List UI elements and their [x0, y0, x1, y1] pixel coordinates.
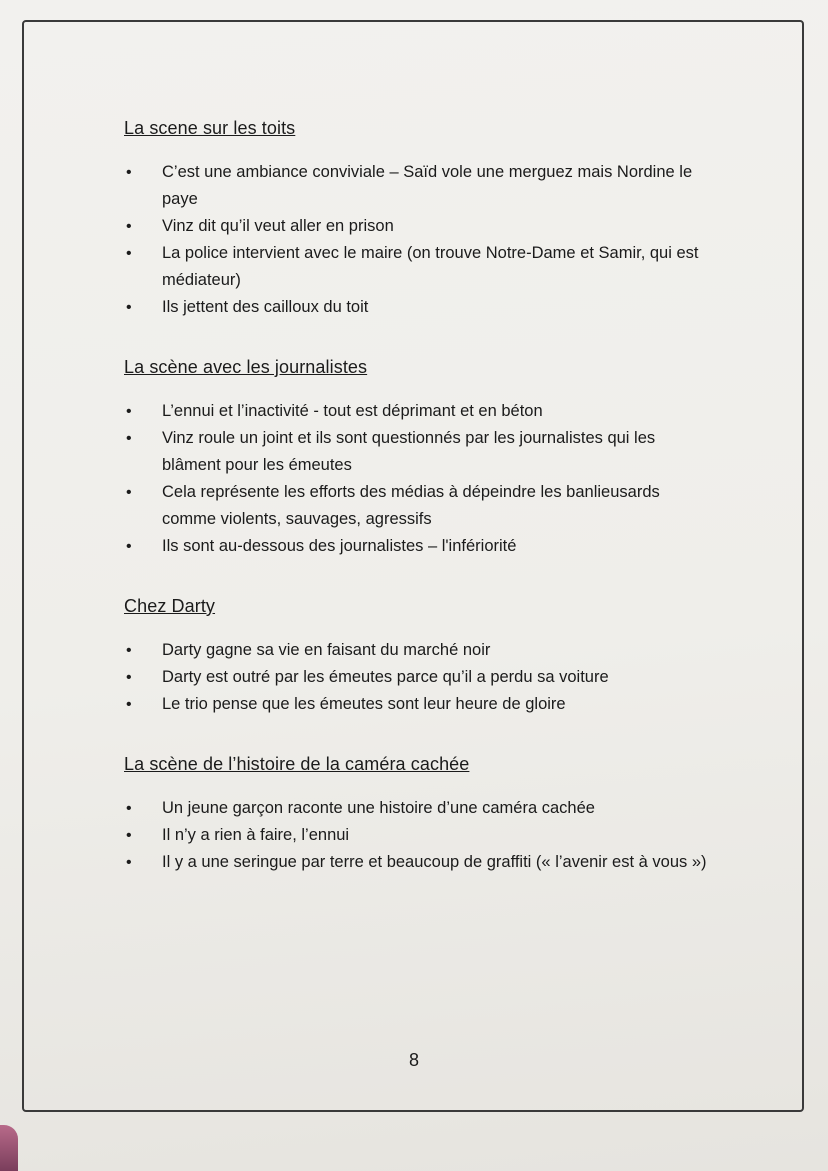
- list-item-text: Ils jettent des cailloux du toit: [162, 298, 369, 316]
- section-heading: La scène de l’histoire de la caméra cachée: [124, 754, 470, 774]
- section-heading: La scène avec les journalistes: [124, 357, 368, 377]
- bullet-icon: •: [126, 800, 132, 817]
- list-item-text: Cela représente les efforts des médias à dépeindre les banlieusards comme violents, sauvages, agressifs: [162, 483, 660, 528]
- list-item: [124, 795, 714, 822]
- bullet-icon: •: [126, 403, 132, 420]
- list-item: [124, 664, 714, 691]
- bullet-list: [124, 795, 714, 876]
- bullet-icon: •: [126, 642, 132, 659]
- list-item-text: L’ennui et l’inactivité - tout est déprimant et en béton: [162, 402, 543, 420]
- bullet-icon: •: [126, 164, 132, 181]
- bullet-list: [124, 398, 714, 560]
- list-item-text: Un jeune garçon raconte une histoire d’une caméra cachée: [162, 799, 595, 817]
- bullet-icon: •: [126, 484, 132, 501]
- bullet-icon: •: [126, 218, 132, 235]
- bullet-icon: •: [126, 299, 132, 316]
- section-scene-toits: [124, 118, 714, 321]
- list-item-text: C’est une ambiance conviviale – Saïd vole une merguez mais Nordine le paye: [162, 163, 693, 208]
- bullet-icon: •: [126, 854, 132, 871]
- section-heading: La scene sur les toits: [124, 118, 296, 138]
- list-item-text: Le trio pense que les émeutes sont leur heure de gloire: [162, 695, 566, 713]
- list-item: [124, 425, 714, 479]
- list-item: [124, 240, 714, 294]
- list-item: [124, 691, 714, 718]
- list-item: [124, 637, 714, 664]
- bullet-icon: •: [126, 538, 132, 555]
- list-item-text: Darty gagne sa vie en faisant du marché noir: [162, 641, 491, 659]
- section-heading: Chez Darty: [124, 596, 216, 616]
- list-item-text: Darty est outré par les émeutes parce qu’il a perdu sa voiture: [162, 668, 609, 686]
- list-item-text: Ils sont au-dessous des journalistes – l'infériorité: [162, 537, 517, 555]
- list-item-text: Vinz dit qu’il veut aller en prison: [162, 217, 394, 235]
- page-number: 8: [408, 1050, 419, 1070]
- list-item-text: Il y a une seringue par terre et beaucoup de graffiti (« l’avenir est à vous »): [162, 853, 707, 871]
- list-item: [124, 849, 714, 876]
- bullet-icon: •: [126, 245, 132, 262]
- list-item-text: Il n’y a rien à faire, l’ennui: [162, 826, 350, 844]
- list-item-text: Vinz roule un joint et ils sont questionnés par les journalistes qui les blâment pour les émeutes: [162, 429, 656, 474]
- content-area: [124, 118, 714, 912]
- list-item: [124, 479, 714, 533]
- bullet-icon: •: [126, 430, 132, 447]
- list-item: [124, 398, 714, 425]
- section-camera-cachee: [124, 754, 714, 876]
- bullet-icon: •: [126, 696, 132, 713]
- list-item-text: La police intervient avec le maire (on trouve Notre-Dame et Samir, qui est médiateur): [162, 244, 699, 289]
- list-item: [124, 213, 714, 240]
- binder-corner: [0, 1125, 18, 1171]
- bullet-icon: •: [126, 827, 132, 844]
- list-item: [124, 533, 714, 560]
- list-item: [124, 159, 714, 213]
- bullet-list: [124, 159, 714, 321]
- list-item: [124, 294, 714, 321]
- bullet-list: [124, 637, 714, 718]
- bullet-icon: •: [126, 669, 132, 686]
- section-scene-journalistes: [124, 357, 714, 560]
- list-item: [124, 822, 714, 849]
- section-chez-darty: [124, 596, 714, 718]
